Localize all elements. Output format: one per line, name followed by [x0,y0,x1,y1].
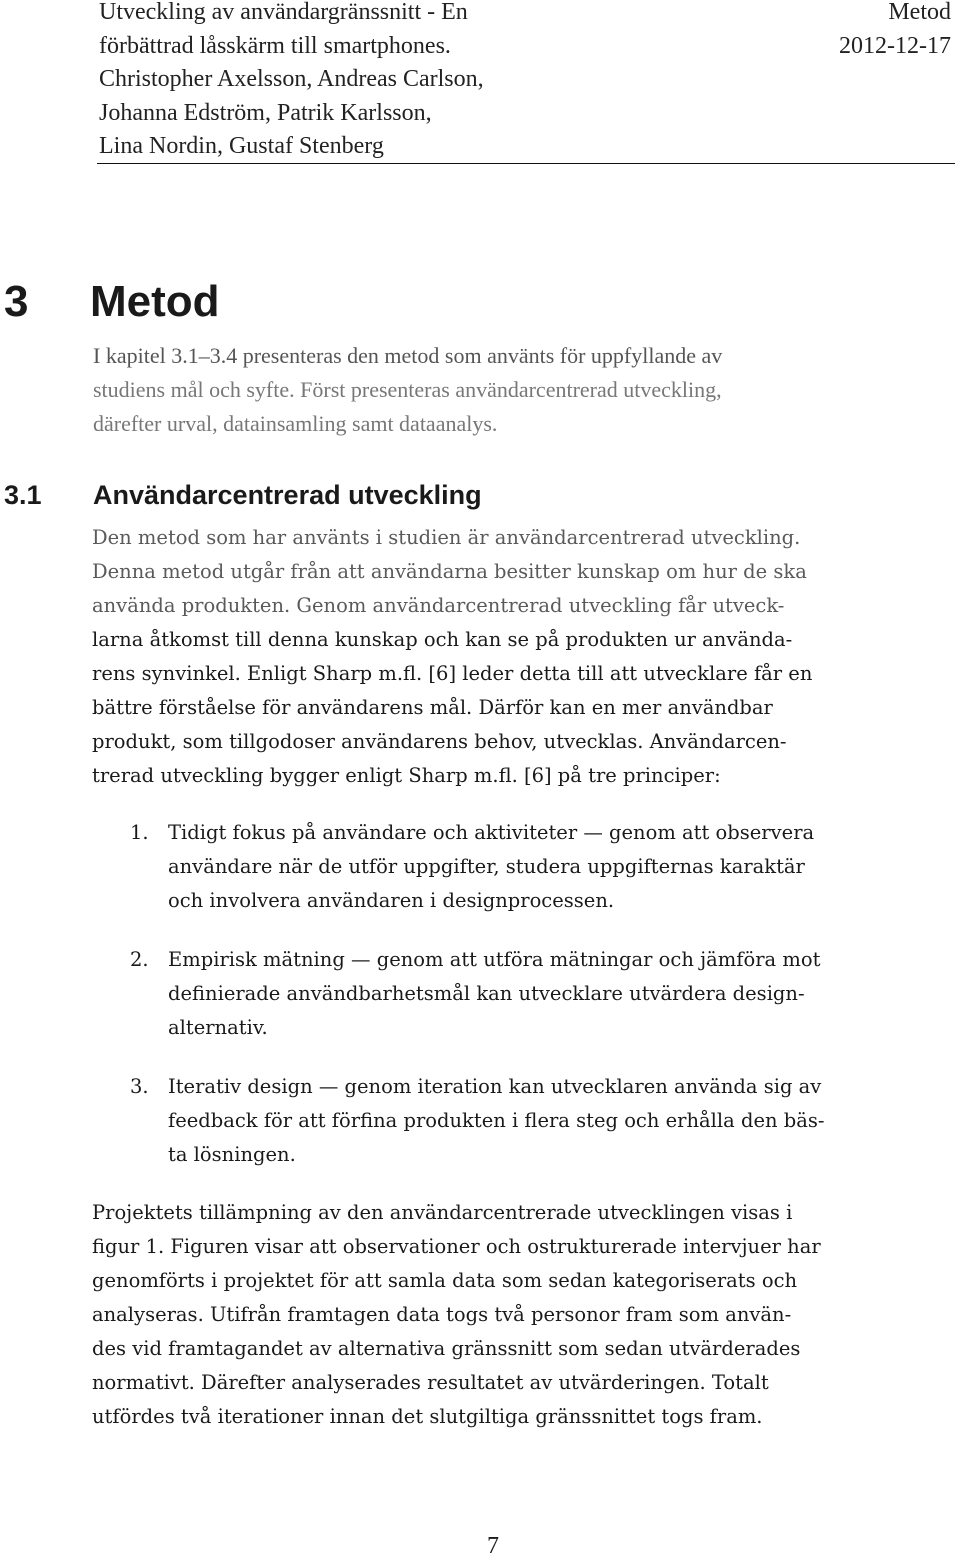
principle-item [92,943,912,1045]
header-title-authors [99,0,659,164]
paragraph-line: Projektets tillämpning av den användarcentrerade utvecklingen visas i [92,1201,793,1224]
paragraph-line: Denna metod utgår från att användarna besitter kunskap om hur de ska [92,560,807,583]
paragraph-line: därefter urval, datainsamling samt dataanalys. [93,411,498,436]
paragraph-line: använda produkten. Genom användarcentrerad utveckling får utveck- [92,594,785,617]
page-header [97,0,955,164]
header-section-name: Metod [888,0,951,25]
header-line: Johanna Edström, Patrik Karlsson, [99,99,432,126]
principle-line: Iterativ design — genom iteration kan utvecklaren använda sig av [168,1075,822,1098]
paragraph-line: rens synvinkel. Enligt Sharp m.fl. [6] leder detta till att utvecklare får en [92,662,813,685]
paragraph-line: trerad utveckling bygger enligt Sharp m.fl. [6] på tre principer: [92,764,721,787]
principles-list [92,816,912,1197]
paragraph-line: Den metod som har använts i studien är användarcentrerad utveckling. [92,526,801,549]
principle-line: feedback för att förfina produkten i flera steg och erhålla den bäs- [168,1109,825,1132]
paragraph-line: genomförts i projektet för att samla data som sedan kategoriserats och [92,1269,798,1292]
section-heading [4,475,482,515]
paragraph-line: larna åtkomst till denna kunskap och kan se på produkten ur använda- [92,628,793,651]
list-marker: 2. [130,948,149,971]
list-marker: 3. [130,1075,149,1098]
paragraph-line: studiens mål och syfte. Först presenteras användarcentrerad utveckling, [93,377,722,402]
list-marker: 1. [130,821,149,844]
principle-line: ta lösningen. [168,1143,296,1166]
closing-paragraph [92,1196,904,1434]
principle-item [92,816,912,918]
section-number: 3.1 [4,480,42,510]
principle-line: och involvera användaren i designprocessen. [168,889,615,912]
paragraph-line: I kapitel 3.1–3.4 presenteras den metod som använts för uppfyllande av [93,343,723,368]
principle-line: Empirisk mätning — genom att utföra mätningar och jämföra mot [168,948,821,971]
header-line: förbättrad låsskärm till smartphones. [99,32,451,59]
paragraph-line: normativt. Därefter analyserades resultatet av utvärderingen. Totalt [92,1371,769,1394]
header-line: Lina Nordin, Gustaf Stenberg [99,133,384,159]
chapter-heading [4,272,220,332]
chapter-title: Metod [90,277,220,326]
paragraph-line: figur 1. Figuren visar att observationer och ostrukturerade intervjuer har [92,1235,821,1258]
header-date: 2012-12-17 [839,32,951,59]
chapter-intro-paragraph [93,339,913,441]
paragraph-line: utfördes två iterationer innan det slutgiltiga gränssnittet togs fram. [92,1405,763,1428]
principle-line: alternativ. [168,1016,268,1039]
principle-line: Tidigt fokus på användare och aktiviteter — genom att observera [168,821,815,844]
header-line: Utveckling av användargränssnitt - En [99,0,468,25]
section-paragraph [92,521,904,793]
principle-line: användare när de utför uppgifter, studera uppgifternas karaktär [168,855,805,878]
principle-item [92,1070,912,1172]
paragraph-line: des vid framtagandet av alternativa gränssnitt som sedan utvärderades [92,1337,801,1360]
page-number: 7 [487,1533,499,1559]
header-section-info [839,0,951,63]
header-line: Christopher Axelsson, Andreas Carlson, [99,66,484,92]
paragraph-line: produkt, som tillgodoser användarens behov, utvecklas. Användarcen- [92,730,787,753]
chapter-number: 3 [4,277,29,326]
paragraph-line: analyseras. Utifrån framtagen data togs två personor fram som använ- [92,1303,792,1326]
section-title: Användarcentrerad utveckling [93,480,482,510]
paragraph-line: bättre förståelse för användarens mål. Därför kan en mer användbar [92,696,773,719]
principle-line: definierade användbarhetsmål kan utvecklare utvärdera design- [168,982,805,1005]
